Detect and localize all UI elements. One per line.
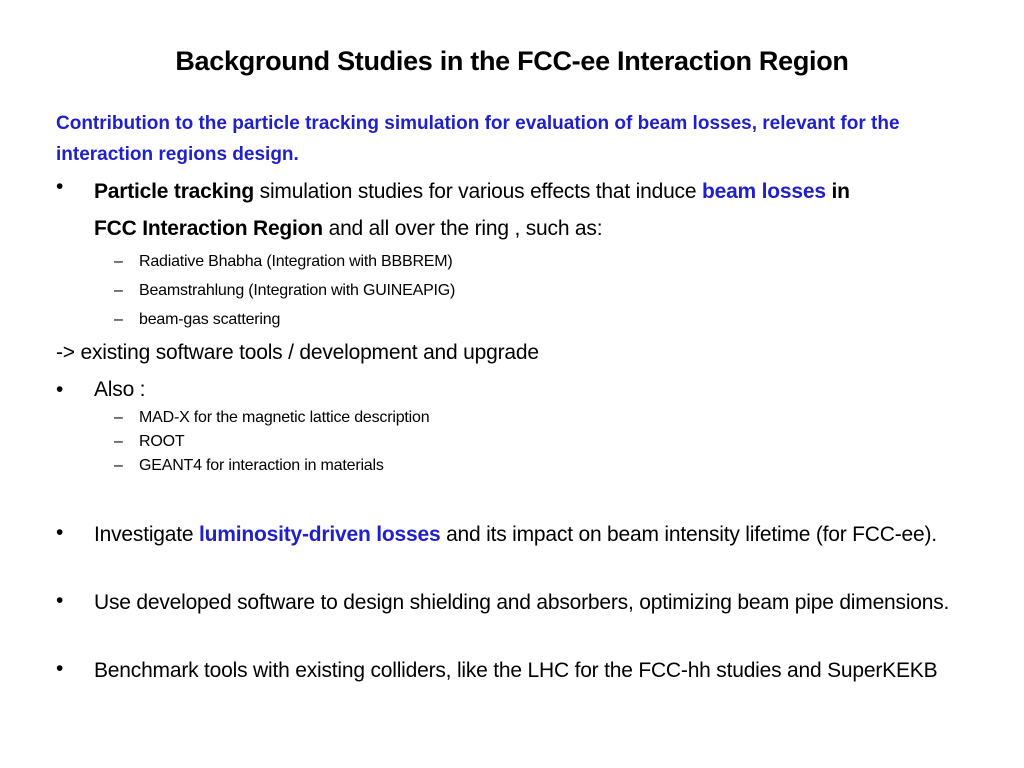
emph-luminosity-losses: luminosity-driven losses [199, 523, 441, 546]
dash-marker: – [114, 253, 123, 270]
sub-item-text: ROOT [139, 433, 185, 450]
bullet-text: Also : [94, 378, 146, 401]
dash-marker: – [114, 433, 123, 450]
emph-fcc-ir: FCC Interaction Region [94, 217, 323, 240]
bullet-marker: • [56, 175, 64, 198]
sub-item-text: beam-gas scattering [139, 311, 281, 328]
dash-marker: – [114, 457, 123, 474]
sub-item-text: GEANT4 for interaction in materials [139, 457, 384, 474]
emph-beam-losses: beam losses [701, 180, 826, 203]
bullet-text [94, 519, 974, 550]
text-segment: and all over the ring , such as: [322, 217, 603, 240]
emph-particle-tracking: Particle tracking [94, 180, 255, 203]
bullet-text: Benchmark tools with existing colliders, like the LHC for the FCC-hh studies and SuperKEKB [94, 659, 938, 682]
bullet-text [94, 173, 974, 247]
emph-in: in [825, 180, 850, 203]
bullet-marker: • [56, 521, 64, 544]
text-segment: Investigate [94, 523, 199, 546]
bullet-marker: • [56, 657, 64, 680]
dash-marker: – [114, 409, 123, 426]
sub-item-text: Radiative Bhabha (Integration with BBBREM) [139, 253, 453, 270]
bullet-text: Use developed software to design shielding and absorbers, optimizing beam pipe dimensions. [94, 591, 950, 614]
intro-text: Contribution to the particle tracking simulation for evaluation of beam losses, relevant for the interaction regions design. [56, 113, 900, 165]
sub-item-text: MAD-X for the magnetic lattice description [139, 409, 430, 426]
bullet-marker: • [56, 378, 64, 401]
arrow-line: -> existing software tools / development and upgrade [56, 341, 539, 364]
dash-marker: – [114, 311, 123, 328]
dash-marker: – [114, 282, 123, 299]
text-segment: simulation studies for various effects that induce [254, 180, 702, 203]
sub-item-text: Beamstrahlung (Integration with GUINEAPIG) [139, 282, 456, 299]
text-segment: and its impact on beam intensity lifetime (for FCC-ee). [440, 523, 937, 546]
slide-title: Background Studies in the FCC-ee Interaction Region [175, 46, 849, 76]
bullet-marker: • [56, 589, 64, 612]
